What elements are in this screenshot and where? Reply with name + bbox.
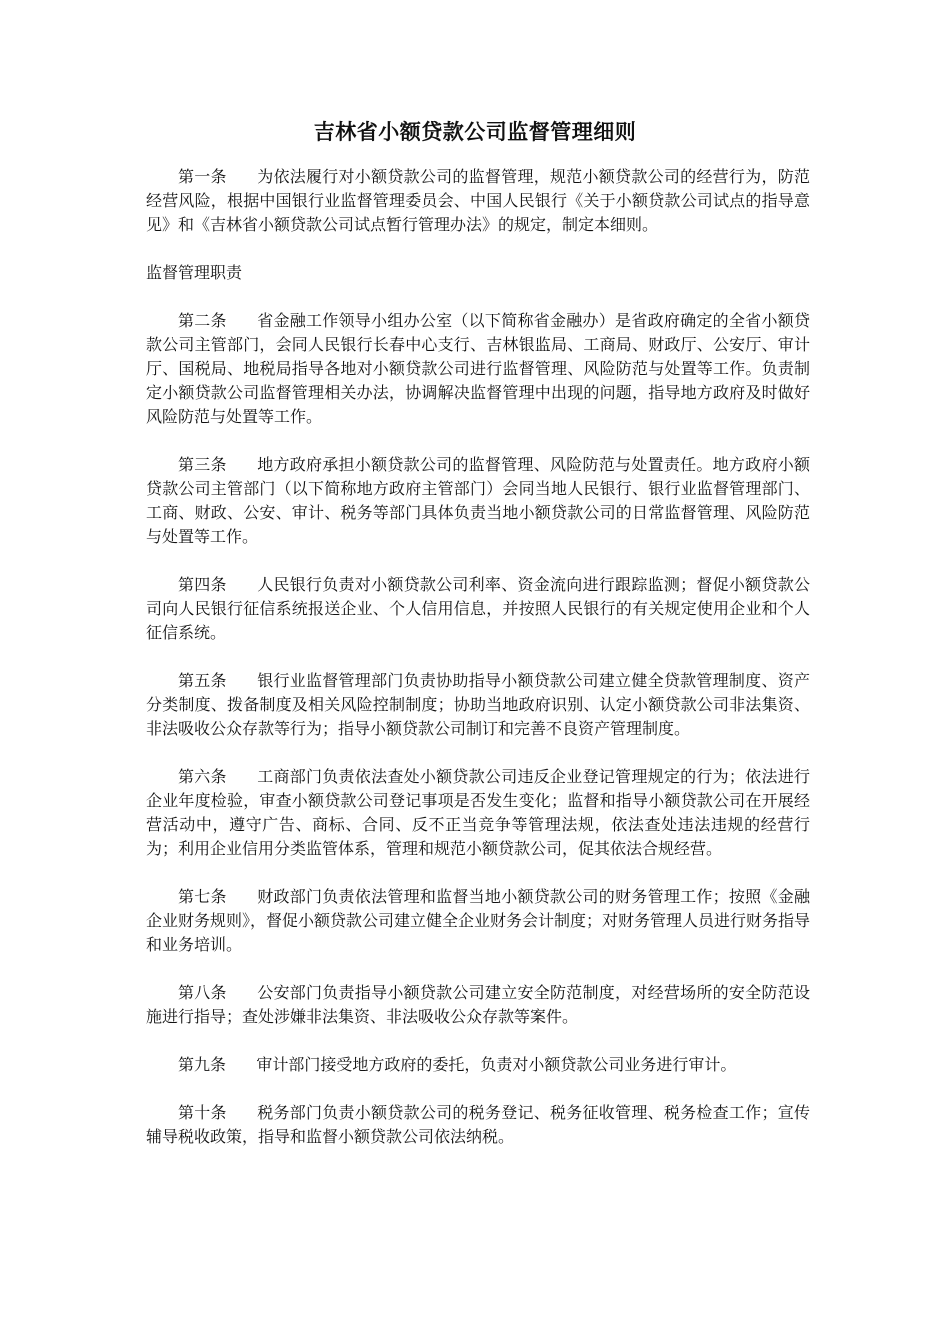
article-1	[146, 165, 810, 237]
article-number: 第一条	[178, 167, 227, 186]
article-number: 第九条	[178, 1055, 227, 1074]
section-heading: 监督管理职责	[146, 263, 243, 282]
article-9	[146, 1053, 810, 1077]
article-6	[146, 765, 810, 861]
article-text: 税务部门负责小额贷款公司的税务登记、税务征收管理、税务检查工作；宣传辅导税收政策，指导和监督小额贷款公司依法纳税。	[146, 1103, 810, 1146]
article-2	[146, 309, 810, 429]
article-number: 第十条	[178, 1103, 227, 1122]
article-text: 工商部门负责依法查处小额贷款公司违反企业登记管理规定的行为；依法进行企业年度检验，审查小额贷款公司登记事项是否发生变化；监督和指导小额贷款公司在开展经营活动中，遵守广告、商标、合同、反不正当竞争等管理法规，依法查处违法违规的经营行为；利用企业信用分类监管体系，管理和规范小额贷款公司，促其依法合规经营。	[146, 767, 810, 858]
article-text: 银行业监督管理部门负责协助指导小额贷款公司建立健全贷款管理制度、资产分类制度、拨备制度及相关风险控制制度；协助当地政府识别、认定小额贷款公司非法集资、非法吸收公众存款等行为；指导小额贷款公司制订和完善不良资产管理制度。	[146, 671, 810, 738]
article-text: 审计部门接受地方政府的委托，负责对小额贷款公司业务进行审计。	[256, 1055, 737, 1074]
article-number: 第六条	[178, 767, 227, 786]
article-10	[146, 1101, 810, 1149]
article-number: 第八条	[178, 983, 227, 1002]
article-3	[146, 453, 810, 549]
article-number: 第五条	[178, 671, 227, 690]
document-body	[146, 165, 810, 1149]
article-text: 人民银行负责对小额贷款公司利率、资金流向进行跟踪监测；督促小额贷款公司向人民银行征信系统报送企业、个人信用信息，并按照人民银行的有关规定使用企业和个人征信系统。	[146, 575, 810, 642]
document-title: 吉林省小额贷款公司监督管理细则	[313, 119, 637, 144]
article-number: 第三条	[178, 455, 227, 474]
article-number: 第二条	[178, 311, 227, 330]
article-7	[146, 885, 810, 957]
article-4	[146, 573, 810, 645]
article-number: 第七条	[178, 887, 227, 906]
article-8	[146, 981, 810, 1029]
article-text: 为依法履行对小额贷款公司的监督管理，规范小额贷款公司的经营行为，防范经营风险，根据中国银行业监督管理委员会、中国人民银行《关于小额贷款公司试点的指导意见》和《吉林省小额贷款公司试点暂行管理办法》的规定，制定本细则。	[146, 167, 810, 234]
article-text: 公安部门负责指导小额贷款公司建立安全防范制度，对经营场所的安全防范设施进行指导；查处涉嫌非法集资、非法吸收公众存款等案件。	[146, 983, 810, 1026]
article-5	[146, 669, 810, 741]
article-text: 财政部门负责依法管理和监督当地小额贷款公司的财务管理工作；按照《金融企业财务规则》，督促小额贷款公司建立健全企业财务会计制度；对财务管理人员进行财务指导和业务培训。	[146, 887, 811, 954]
article-number: 第四条	[178, 575, 227, 594]
article-text: 省金融工作领导小组办公室（以下简称省金融办）是省政府确定的全省小额贷款公司主管部门，会同人民银行长春中心支行、吉林银监局、工商局、财政厅、公安厅、审计厅、国税局、地税局指导各地对小额贷款公司进行监督管理、风险防范与处置等工作。负责制定小额贷款公司监督管理相关办法，协调解决监督管理中出现的问题，指导地方政府及时做好风险防范与处置等工作。	[146, 311, 810, 426]
article-text: 地方政府承担小额贷款公司的监督管理、风险防范与处置责任。地方政府小额贷款公司主管部门（以下简称地方政府主管部门）会同当地人民银行、银行业监督管理部门、工商、财政、公安、审计、税务等部门具体负责当地小额贷款公司的日常监督管理、风险防范与处置等工作。	[146, 455, 810, 546]
